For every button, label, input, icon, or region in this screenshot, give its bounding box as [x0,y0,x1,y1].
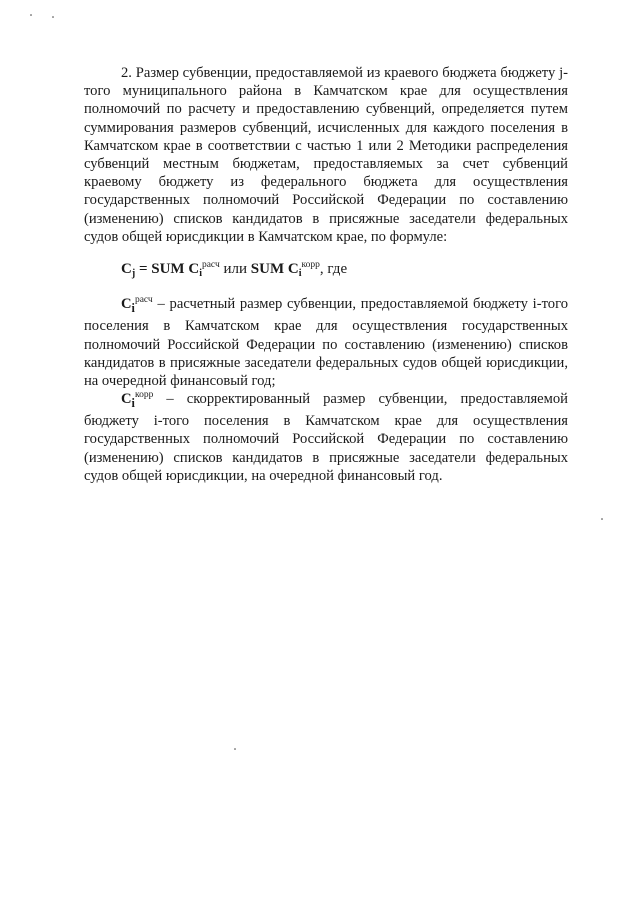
scan-speck [52,16,54,18]
formula-term2-sub: i [298,268,302,280]
formula-sum-2: SUM [250,261,288,278]
scan-speck [601,518,603,520]
definition-text: – скорректированный размер субвенции, предоставляемой бюджету i-того поселения в Камчатском крае для осуществления государственных полномочий Российской Федерации по составлению (изменению) списков кандидатов в присяжные заседатели федеральных судов общей юрисдикции, на очередной финансовый год. [84,391,568,484]
scan-speck [30,14,32,16]
document-body [84,64,568,485]
formula-or: или [219,261,251,278]
definition-c-rasch [84,295,568,390]
formula-term1-symbol: C [188,261,200,278]
scan-speck [234,748,236,750]
formula-tail: , где [319,261,348,278]
paragraph-2: 2. Размер субвенции, предоставляемой из краевого бюджета бюджету j-того муниципального района в Камчатском крае для осуществления полномочий по расчету и предоставлению субвенций, определяется путем суммирования размеров субвенций, исчисленных для каждого поселения в Камчатском крае в соответствии с частью 1 или 2 Методики распределения субвенций местным бюджетам, предоставляемых за счет субвенций краевому бюджету из федерального бюджета для осуществления государственных полномочий Российской Федерации по составлению (изменению) списков кандидатов в присяжные заседатели федеральных судов общей юрисдикции в Камчатском крае, по формуле: [84,65,568,245]
definition-sup: расч [134,295,153,306]
formula-lhs-symbol: C [121,261,132,278]
definition-text: – расчетный размер субвенции, предоставляемой бюджету i-того поселения в Камчатском крае для осуществления государственных полномочий Российской Федерации по составлению (изменению) списков кандидатов в присяжные заседатели федеральных судов общей юрисдикции, на очередной финансовый год; [84,296,568,389]
formula-term2-symbol: C [287,261,299,278]
definition-symbol: C [121,296,132,313]
formula-term2-sup: корр [301,260,320,271]
definition-symbol: C [121,391,132,408]
formula-term1-sup: расч [201,260,220,271]
definition-sup: корр [134,390,154,401]
formula-equals: = [135,261,152,278]
formula [84,260,568,278]
definition-sub: i [131,396,135,411]
formula-lhs-sub: j [131,268,136,280]
formula-sum-1: SUM [151,261,189,278]
definition-c-korr [84,390,568,485]
definition-sub: i [131,301,135,316]
formula-term1-sub: i [199,268,202,280]
